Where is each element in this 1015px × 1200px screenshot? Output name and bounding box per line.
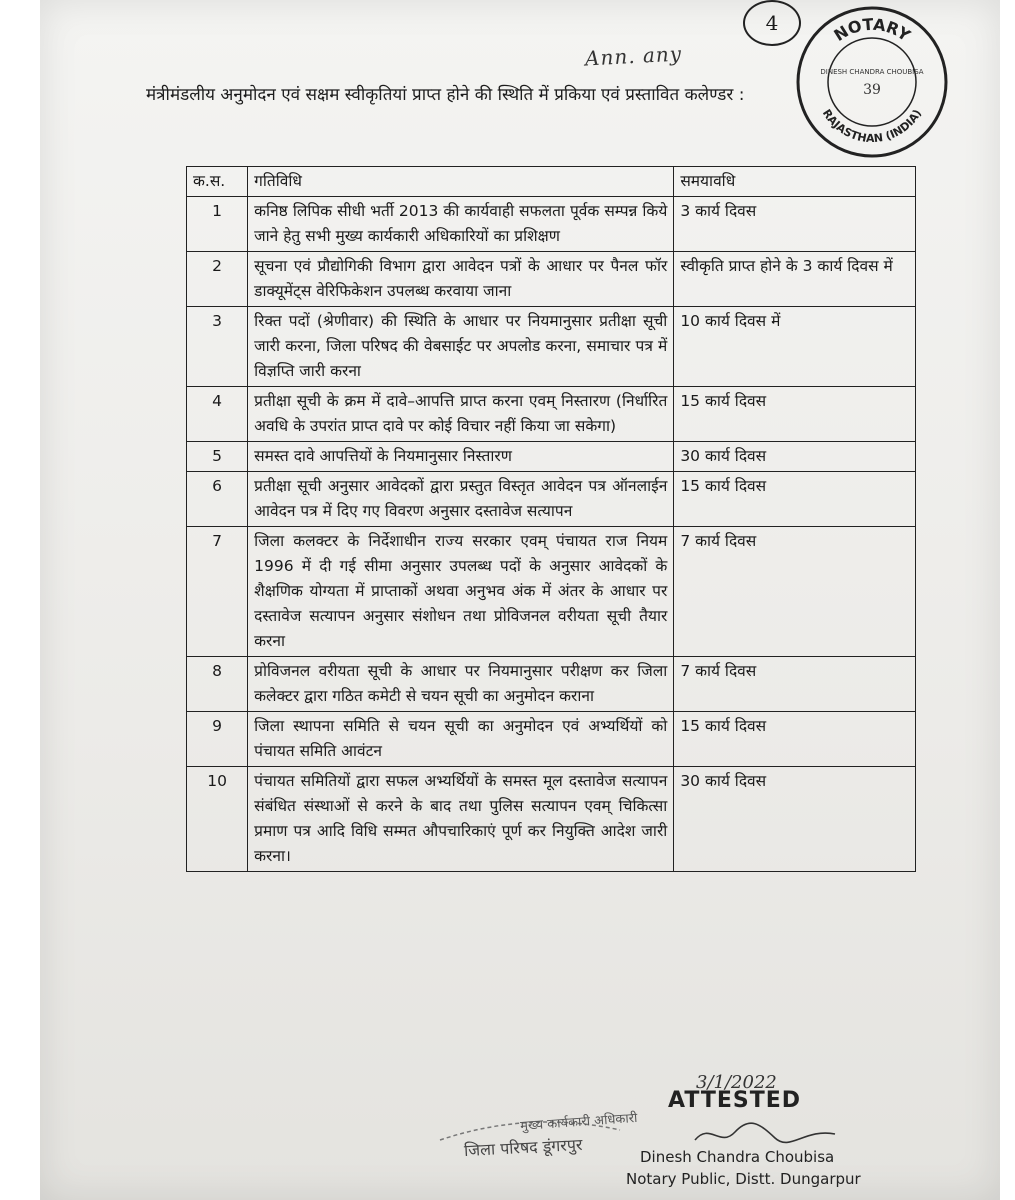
seal-name: DINESH CHANDRA CHOUBISA (820, 68, 924, 76)
row-serial: 9 (187, 712, 248, 767)
row-duration: 30 कार्य दिवस (674, 767, 916, 872)
row-serial: 10 (187, 767, 248, 872)
office-stamp-line2: जिला परिषद डूंगरपुर (463, 1134, 583, 1161)
table-row (187, 472, 916, 527)
row-activity: प्रोविजनल वरीयता सूची के आधार पर नियमानुसार परीक्षण कर जिला कलेक्टर द्वारा गठित कमेटी से चयन सूची का अनुमोदन कराना (248, 657, 674, 712)
svg-text:NOTARY (830, 15, 914, 46)
row-activity: रिक्त पदों (श्रेणीवार) की स्थिति के आधार पर नियमानुसार प्रतीक्षा सूची जारी करना, जिला परिषद की वेबसाईट पर अपलोड करना, समाचार पत्र में विज्ञप्ति जारी करना (248, 307, 674, 387)
row-activity: प्रतीक्षा सूची अनुसार आवेदकों द्वारा प्रस्तुत विस्तृत आवेदन पत्र ऑनलाईन आवेदन पत्र में दिए गए विवरण अनुसार दस्तावेज सत्यापन (248, 472, 674, 527)
table-row (187, 252, 916, 307)
page-number: 4 (743, 0, 801, 46)
row-duration: 30 कार्य दिवस (674, 442, 916, 472)
table-row (187, 197, 916, 252)
handwritten-annotation: Ann. any (584, 41, 683, 71)
row-duration: 3 कार्य दिवस (674, 197, 916, 252)
row-duration: 15 कार्य दिवस (674, 712, 916, 767)
table-row (187, 442, 916, 472)
row-serial: 6 (187, 472, 248, 527)
row-duration: 15 कार्य दिवस (674, 387, 916, 442)
seal-bottom-text: RAJASTHAN (INDIA) (819, 107, 925, 146)
table-row (187, 307, 916, 387)
row-serial: 7 (187, 527, 248, 657)
row-serial: 4 (187, 387, 248, 442)
table-row (187, 712, 916, 767)
attested-label: ATTESTED (668, 1088, 802, 1113)
notary-place: Notary Public, Distt. Dungarpur (626, 1170, 861, 1188)
seal-top-text: NOTARY (830, 14, 914, 46)
attested-date: 3/1/2022 (696, 1072, 777, 1093)
row-activity: समस्त दावे आपत्तियों के नियमानुसार निस्तारण (248, 442, 674, 472)
header-activity: गतिविधि (248, 167, 674, 197)
table-row (187, 767, 916, 872)
row-activity: प्रतीक्षा सूची के क्रम में दावे–आपत्ति प्राप्त करना एवम् निस्तारण (निर्धारित अवधि के उपरांत प्राप्त दावे पर कोई विचार नहीं किया जा सकेगा) (248, 387, 674, 442)
row-duration: 15 कार्य दिवस (674, 472, 916, 527)
row-serial: 8 (187, 657, 248, 712)
row-activity: पंचायत समितियों द्वारा सफल अभ्यर्थियों के समस्त मूल दस्तावेज सत्यापन संबंधित संस्थाओं से करने के बाद तथा पुलिस सत्यापन एवम् चिकित्सा प्रमाण पत्र आदि विधि सम्मत औपचारिकाएं पूर्ण कर नियुक्ति आदेश जारी करना। (248, 767, 674, 872)
row-duration: 7 कार्य दिवस (674, 527, 916, 657)
header-duration: समयावधि (674, 167, 916, 197)
row-duration: स्वीकृति प्राप्त होने के 3 कार्य दिवस में (674, 252, 916, 307)
table-row (187, 657, 916, 712)
row-duration: 10 कार्य दिवस में (674, 307, 916, 387)
seal-number: 39 (863, 82, 881, 98)
header-serial: क.स. (187, 167, 248, 197)
row-activity: जिला कलक्टर के निर्देशाधीन राज्य सरकार एवम् पंचायत राज नियम 1996 में दी गई सीमा अनुसार उपलब्ध पदों के अनुसार आवेदकों के शैक्षणिक योग्यता में प्राप्ताकों अथवा अनुभव अंक में अंतर के आधार पर दस्तावेज सत्यापन अनुसार संशोधन तथा प्रोविजनल वरीयता सूची तैयार करना (248, 527, 674, 657)
calendar-table (186, 166, 916, 872)
office-stamp-line1: मुख्य कार्यकारी अधिकारी (519, 1110, 638, 1135)
row-serial: 5 (187, 442, 248, 472)
row-activity: कनिष्ठ लिपिक सीधी भर्ती 2013 की कार्यवाही सफलता पूर्वक सम्पन्न किये जाने हेतु सभी मुख्य कार्यकारी अधिकारियों का प्रशिक्षण (248, 197, 674, 252)
table-header-row (187, 167, 916, 197)
table-row (187, 387, 916, 442)
intro-paragraph: मंत्रीमंडलीय अनुमोदन एवं सक्षम स्वीकृतियां प्राप्त होने की स्थिति में प्रकिया एवं प्रस्तावित कलेण्डर : (146, 85, 745, 105)
row-serial: 1 (187, 197, 248, 252)
row-activity: सूचना एवं प्रौद्योगिकी विभाग द्वारा आवेदन पत्रों के आधार पर पैनल फॉर डाक्यूमेंट्स वेरिफिकेशन उपलब्ध करवाया जाना (248, 252, 674, 307)
notary-name: Dinesh Chandra Choubisa (640, 1148, 835, 1166)
row-activity: जिला स्थापना समिति से चयन सूची का अनुमोदन एवं अभ्यर्थियों को पंचायत समिति आवंटन (248, 712, 674, 767)
row-duration: 7 कार्य दिवस (674, 657, 916, 712)
signature-scribble (690, 1120, 840, 1150)
document-page (40, 0, 1000, 1200)
table-row (187, 527, 916, 657)
row-serial: 3 (187, 307, 248, 387)
row-serial: 2 (187, 252, 248, 307)
